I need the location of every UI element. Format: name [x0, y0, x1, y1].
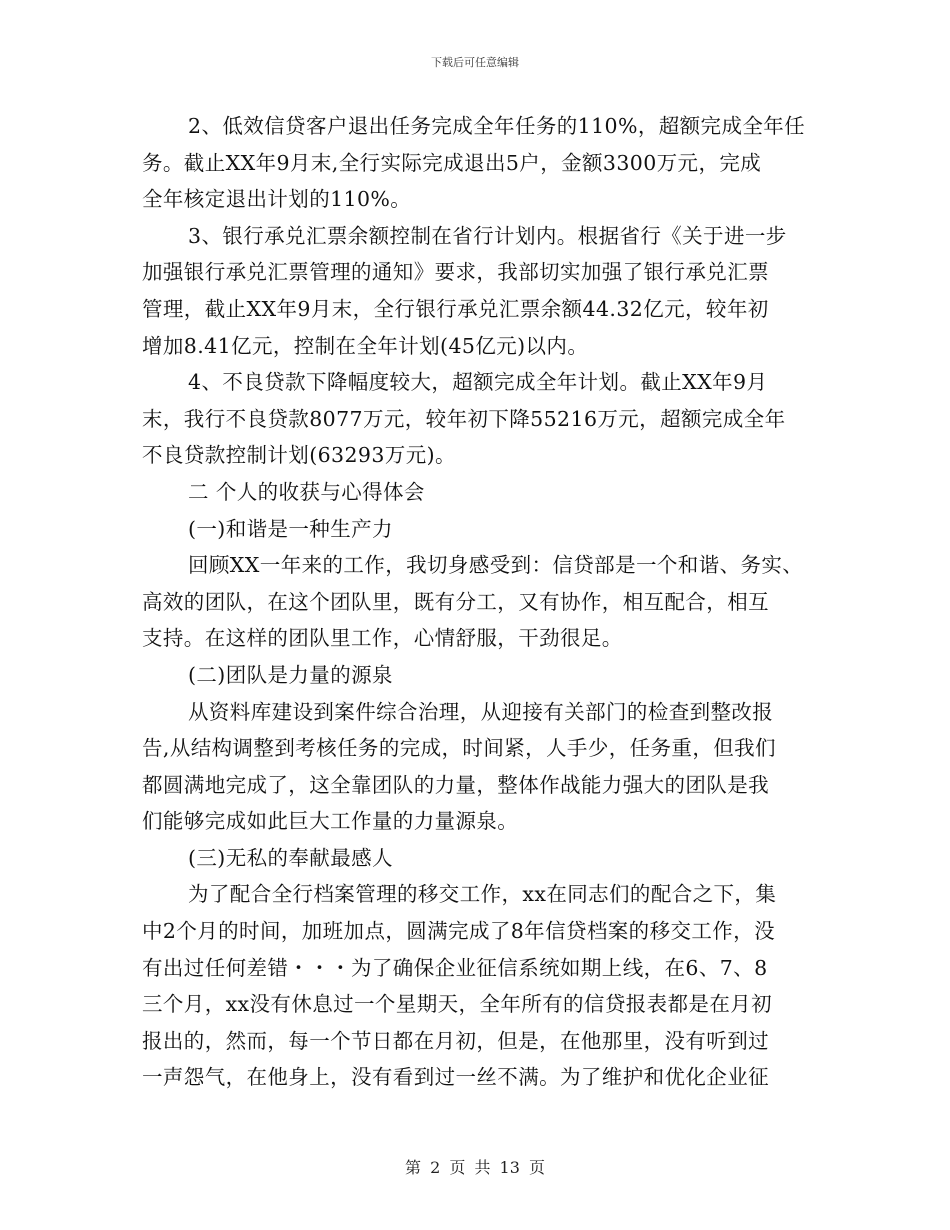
text-line: 务。截止XX年9月末,全行实际完成退出5户，金额3300万元，完成	[142, 150, 762, 175]
text-line: 从资料库建设到案件综合治理，从迎接有关部门的检查到整改报	[188, 699, 774, 724]
text-line: 为了配合全行档案管理的移交工作，xx在同志们的配合之下，集	[188, 882, 777, 907]
text-line: 末，我行不良贷款8077万元，较年初下降55216万元，超额完成全年	[142, 406, 786, 431]
text-line: 二 个人的收获与心得体会	[188, 479, 425, 504]
text-line: 告,从结构调整到考核任务的完成，时间紧，人手少，任务重，但我们	[142, 736, 776, 761]
text-line: 一声怨气，在他身上，没有看到过一丝不满。为了维护和优化企业征	[142, 1065, 769, 1090]
text-line: 高效的团队，在这个团队里，既有分工，又有协作，相互配合，相互	[142, 589, 769, 614]
text-line: 中2个月的时间，加班加点，圆满完成了8年信贷档案的移交工作，没	[142, 919, 775, 944]
text-line: 不良贷款控制计划(63293万元)。	[142, 443, 456, 468]
document-body	[142, 108, 808, 1096]
text-line: 支持。在这样的团队里工作，心情舒服，干劲很足。	[142, 626, 623, 651]
text-line: 都圆满地完成了，这全靠团队的力量，整体作战能力强大的团队是我	[142, 772, 769, 797]
text-line: 增加8.41亿元，控制在全年计划(45亿元)以内。	[142, 333, 589, 358]
text-line: (一)和谐是一种生产力	[188, 516, 393, 541]
text-line: 三个月，xx没有休息过一个星期天，全年所有的信贷报表都是在月初	[142, 992, 773, 1017]
text-line: 管理，截止XX年9月末，全行银行承兑汇票余额44.32亿元，较年初	[142, 296, 769, 321]
text-line: (三)无私的奉献最感人	[188, 845, 393, 870]
text-line: 2、低效信贷客户退出任务完成全年任务的110%，超额完成全年任	[188, 114, 806, 138]
text-line: 3、银行承兑汇票余额控制在省行计划内。根据省行《关于进一步	[188, 223, 787, 248]
text-line: 全年核定退出计划的110%。	[142, 187, 412, 212]
text-line: 报出的，然而，每一个节日都在月初，但是，在他那里，没有听到过	[142, 1028, 769, 1053]
page-footer: 第 2 页 共 13 页	[405, 1158, 545, 1177]
text-line: 们能够完成如此巨大工作量的力量源泉。	[142, 809, 519, 834]
text-line: 加强银行承兑汇票管理的通知》要求，我部切实加强了银行承兑汇票	[142, 260, 769, 285]
text-line: 有出过任何差错・・・为了确保企业征信系统如期上线，在6、7、8	[142, 955, 768, 980]
text-line: (二)团队是力量的源泉	[188, 662, 393, 687]
text-line: 回顾XX一年来的工作，我切身感受到：信贷部是一个和谐、务实、	[188, 553, 804, 578]
page-header: 下载后可任意编辑	[431, 56, 519, 69]
text-line: 4、不良贷款下降幅度较大，超额完成全年计划。截止XX年9月	[188, 370, 768, 395]
